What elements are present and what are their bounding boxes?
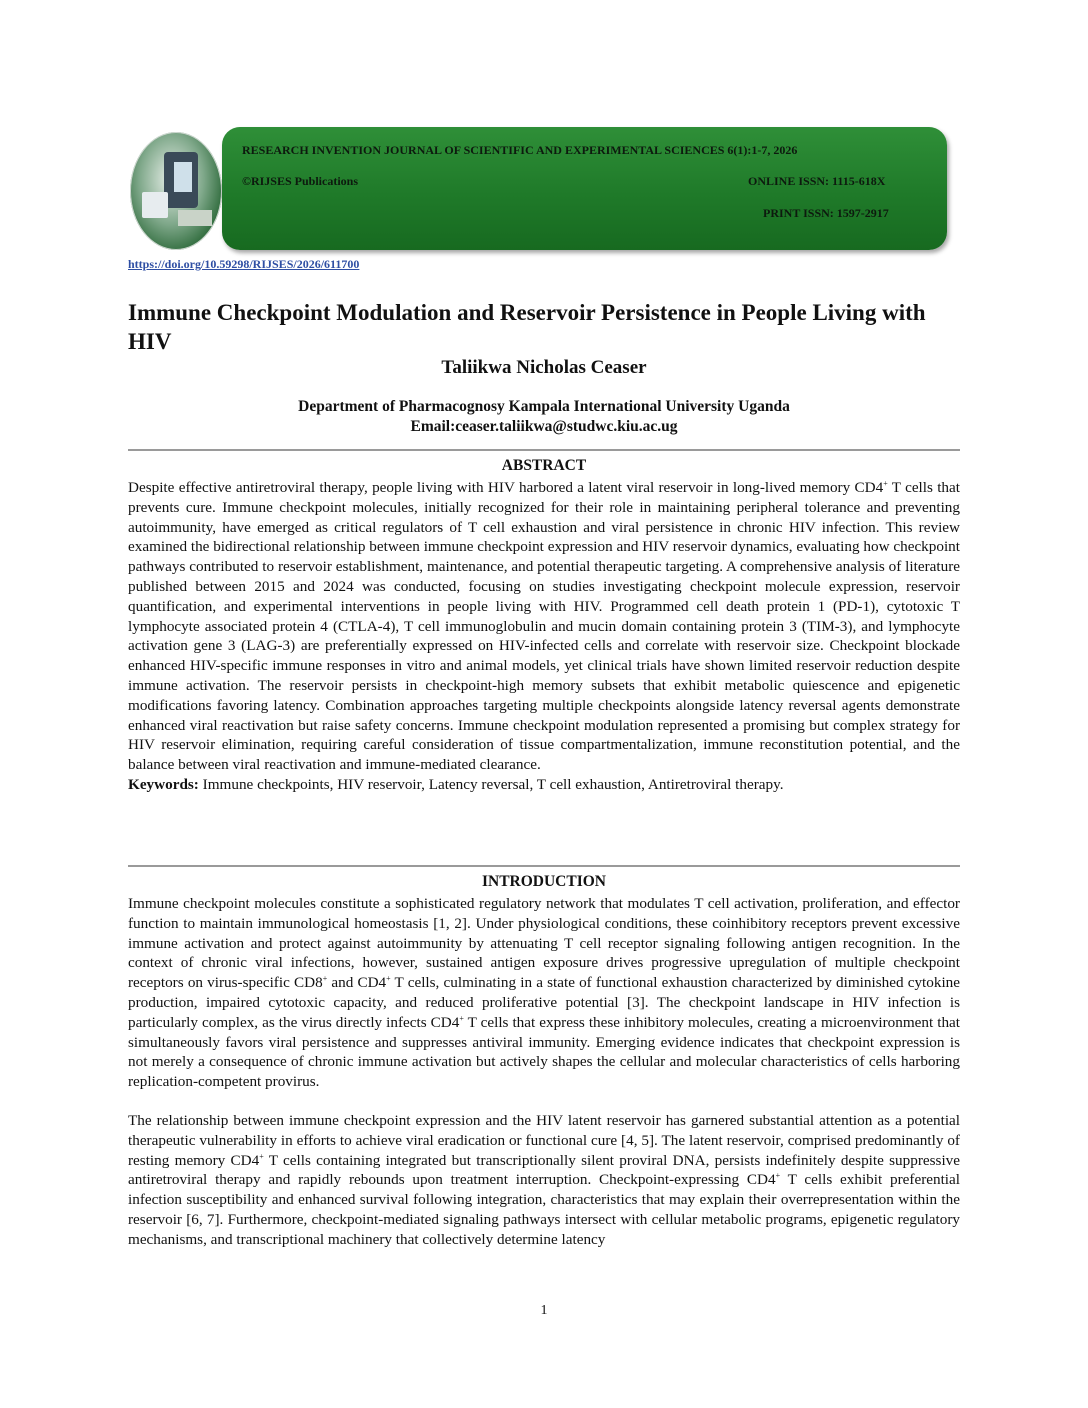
paper-title: Immune Checkpoint Modulation and Reservoir Persistence in People Living with HIV <box>128 300 926 354</box>
print-issn: PRINT ISSN: 1597-2917 <box>763 206 889 220</box>
introduction-paragraph-1: Immune checkpoint molecules constitute a sophisticated regulatory network that modulates T cell activation, proliferation, and effector function to maintain immunological homeostasis [1, 2]. Under physiological conditions, these coinhibitory receptors prevent excessive immune activation and protect against autoimmunity by attenuating T cell receptor signaling following antigen recognition. In the context of chronic viral infections, however, sustained antigen exposure drives progressive upregulation of multiple checkpoint receptors on virus-specific CD8+ and CD4+ T cells, culminating in a state of functional exhaustion characterized by diminished cytokine production, impaired cytotoxic capacity, and reduced proliferative potential [3]. The checkpoint landscape in HIV infection is particularly complex, as the virus directly infects CD4+ T cells that express these inhibitory molecules, creating a microenvironment that simultaneously favors viral persistence and suppresses antiviral immunity. Emerging evidence indicates that checkpoint expression is not merely a consequence of chronic immune activation but actively shapes the cellular and molecular characteristics of cells harboring replication-competent provirus. <box>128 895 960 1091</box>
journal-citation: RESEARCH INVENTION JOURNAL OF SCIENTIFIC AND EXPERIMENTAL SCIENCES 6(1):1-7, 2026 <box>242 143 798 157</box>
abstract-heading: ABSTRACT <box>501 457 587 474</box>
keywords-list: Immune checkpoints, HIV reservoir, Latency reversal, T cell exhaustion, Antiretroviral therapy. <box>198 775 784 793</box>
author-email: Email:ceaser.taliikwa@studwc.kiu.ac.ug <box>410 418 678 435</box>
divider-top <box>128 449 960 451</box>
journal-header-banner <box>222 127 947 250</box>
divider-bottom <box>128 865 960 867</box>
introduction-heading: INTRODUCTION <box>481 873 606 890</box>
abstract-text: Despite effective antiretroviral therapy, people living with HIV harbored a latent viral reservoir in long-lived memory CD4+ T cells that prevents cure. Immune checkpoint molecules, initially recognized for their role in maintaining peripheral tolerance and preventing autoimmunity, have emerged as critical regulators of T cell exhaustion and viral persistence in chronic HIV infection. This review examined the bidirectional relationship between immune checkpoint expression and HIV reservoir dynamics, evaluating how checkpoint pathways contributed to reservoir establishment, maintenance, and potential therapeutic targeting. A comprehensive analysis of literature published between 2015 and 2024 was conducted, focusing on studies investigating checkpoint molecule expression, reservoir quantification, and experimental interventions in people living with HIV. Programmed cell death protein 1 (PD-1), cytotoxic T lymphocyte associated protein 4 (CTLA-4), T cell immunoglobulin and mucin domain containing protein 3 (TIM-3), and lymphocyte activation gene 3 (LAG-3) are preferentially expressed on HIV-infected cells and correlate with reservoir size. Checkpoint blockade enhanced HIV-specific immune responses in vitro and animal models, yet clinical trials have shown limited reservoir reduction despite immune activation. The reservoir persists in checkpoint-high memory subsets that exhibit metabolic quiescence and epigenetic modifications favoring latency. Combination approaches targeting multiple checkpoints alongside latency reversal agents demonstrate enhanced viral reactivation but raise safety concerns. Immune checkpoint modulation represented a promising but complex strategy for HIV reservoir elimination, requiring careful consideration of tissue compartmentalization, immune reconstitution potential, and the balance between viral reactivation and immune-mediated clearance. Keywords: Immune checkpoints, HIV reservoir, Latency reversal, T cell exhaustion, Antiretroviral therapy. <box>128 478 960 793</box>
keywords-label: Keywords: <box>128 775 199 793</box>
introduction-paragraph-2: The relationship between immune checkpoint expression and the HIV latent reservoir has garnered substantial attention as a potential therapeutic vulnerability in efforts to achieve viral eradication or functional cure [4, 5]. The latent reservoir, comprised predominantly of resting memory CD4+ T cells containing integrated but transcriptionally silent proviral DNA, persists indefinitely despite suppressive antiretroviral therapy and rapidly rebounds upon treatment interruption. Checkpoint-expressing CD4+ T cells exhibit preferential infection susceptibility and enhanced survival following integration, characteristics that may explain their overrepresentation within the reservoir [6, 7]. Furthermore, checkpoint-mediated signaling pathways intersect with cellular metabolic programs, epigenetic regulatory mechanisms, and transcriptional machinery that collectively determine latency <box>128 1112 960 1248</box>
publisher-label: ©RIJSES Publications <box>242 174 358 188</box>
journal-logo <box>130 132 222 250</box>
author-name: Taliikwa Nicholas Ceaser <box>441 357 647 378</box>
doi-link[interactable]: https://doi.org/10.59298/RIJSES/2026/611700 <box>128 257 360 271</box>
page-number: 1 <box>540 1303 548 1318</box>
affiliation: Department of Pharmacognosy Kampala International University Uganda <box>298 398 790 415</box>
online-issn: ONLINE ISSN: 1115-618X <box>748 174 886 188</box>
